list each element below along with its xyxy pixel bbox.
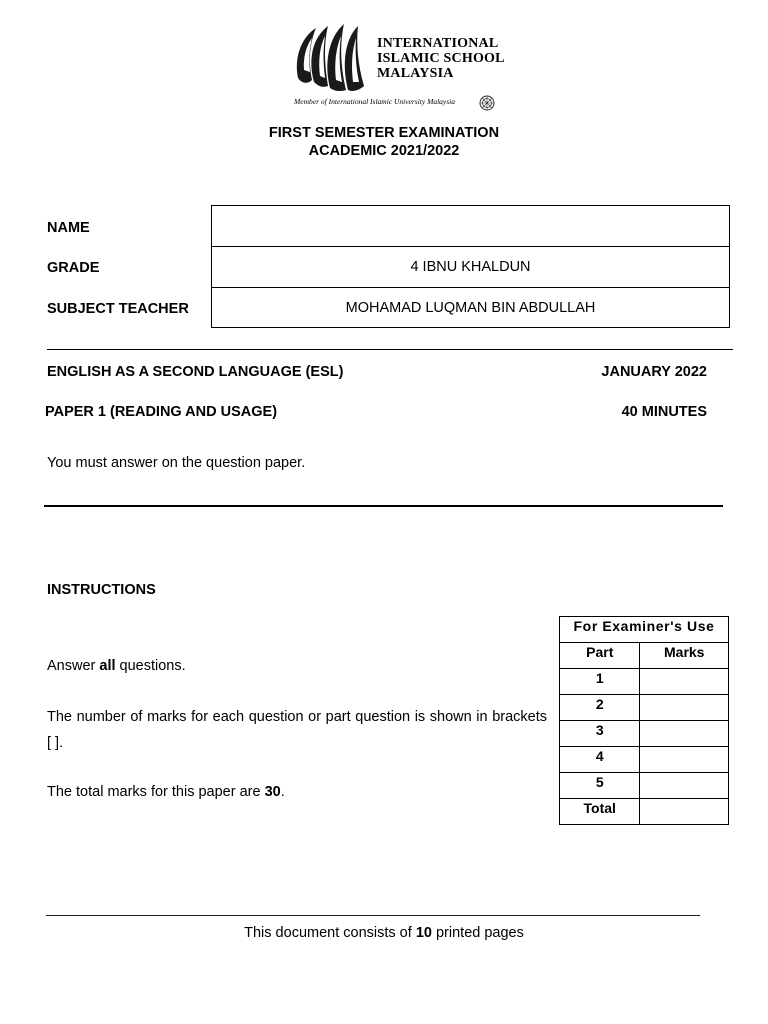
part-number: 3 (560, 721, 640, 747)
academic-year: ACADEMIC 2021/2022 (308, 143, 460, 159)
instruction-1-text-end: questions. (115, 658, 186, 674)
instructions-heading: INSTRUCTIONS (47, 582, 156, 598)
marks-cell[interactable] (640, 669, 729, 695)
instruction-1-emphasis: all (99, 658, 116, 674)
subject-teacher-field[interactable]: MOHAMAD LUQMAN BIN ABDULLAH (212, 287, 729, 328)
logo-line-1: INTERNATIONAL (377, 36, 499, 51)
marks-cell[interactable] (640, 773, 729, 799)
table-row (560, 695, 729, 721)
name-field[interactable] (212, 206, 729, 246)
page-count-text-end: printed pages (431, 925, 524, 941)
examiner-columns-row (560, 643, 729, 669)
page-count-note (0, 925, 768, 941)
instruction-marks-note: The number of marks for each question or part question is shown in brackets [ ]. (47, 709, 547, 751)
instruction-total-marks (47, 780, 547, 806)
footer-rule: ____________________________________________________________________________________ (46, 900, 701, 916)
exam-date: JANUARY 2022 (601, 364, 707, 380)
logo-line-3: MALAYSIA (377, 66, 454, 81)
logo-line-2: ISLAMIC SCHOOL (377, 51, 505, 66)
table-row (560, 773, 729, 799)
school-logo-icon (292, 20, 370, 96)
subject-name: ENGLISH AS A SECOND LANGUAGE (ESL) (47, 364, 344, 380)
part-number: 5 (560, 773, 640, 799)
examiner-use-table (559, 616, 729, 825)
table-row (560, 747, 729, 773)
duration: 40 MINUTES (621, 404, 707, 420)
total-label: Total (560, 799, 640, 825)
answer-note: You must answer on the question paper. (47, 455, 306, 471)
grade-field[interactable]: 4 IBNU KHALDUN (212, 246, 729, 287)
column-part: Part (560, 643, 640, 669)
name-label: NAME (47, 220, 90, 236)
page-count-text: This document consists of (244, 925, 416, 941)
university-seal-icon (479, 95, 495, 111)
examiner-header-row (560, 617, 729, 643)
table-row (560, 669, 729, 695)
marks-cell[interactable] (640, 695, 729, 721)
instruction-1-text: Answer (47, 658, 100, 674)
part-number: 4 (560, 747, 640, 773)
subject-teacher-label: SUBJECT TEACHER (47, 301, 189, 317)
divider-top (47, 349, 733, 350)
total-marks-value: 30 (264, 784, 281, 800)
instruction-3-text-end: . (280, 784, 285, 800)
paper-name: PAPER 1 (READING AND USAGE) (45, 404, 278, 420)
marks-cell[interactable] (640, 747, 729, 773)
student-info-box (211, 205, 730, 328)
marks-cell[interactable] (640, 721, 729, 747)
instruction-3-text: The total marks for this paper are (47, 784, 265, 800)
divider-middle (44, 505, 723, 507)
part-number: 2 (560, 695, 640, 721)
examiner-header: For Examiner's Use (560, 617, 729, 643)
grade-label: GRADE (47, 260, 100, 276)
part-number: 1 (560, 669, 640, 695)
column-marks: Marks (640, 643, 729, 669)
total-marks-cell[interactable] (640, 799, 729, 825)
instruction-answer-all (47, 654, 547, 680)
total-row (560, 799, 729, 825)
exam-title: FIRST SEMESTER EXAMINATION (268, 125, 500, 141)
table-row (560, 721, 729, 747)
page-count-value: 10 (415, 925, 432, 941)
logo-tagline: Member of International Islamic University Malaysia (294, 97, 456, 106)
